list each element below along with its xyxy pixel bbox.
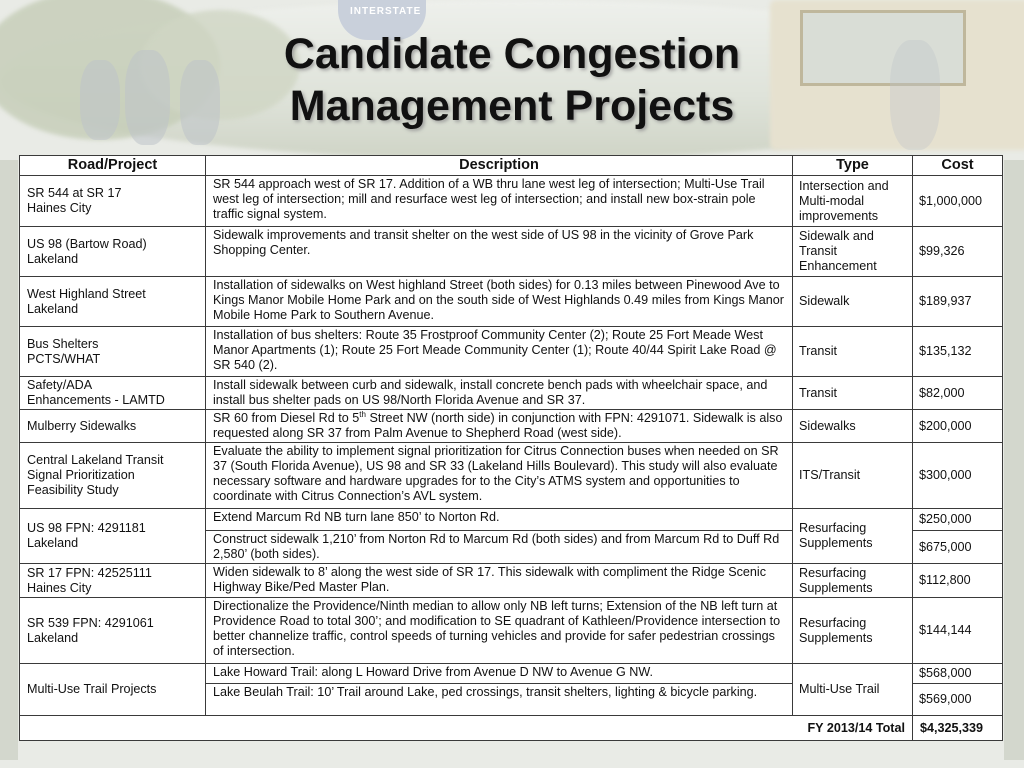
type-cell: Transit bbox=[793, 327, 913, 377]
type-cell: Sidewalk and Transit Enhancement bbox=[793, 227, 913, 277]
project-cell: US 98 (Bartow Road) Lakeland bbox=[20, 227, 206, 277]
type-cell: Intersection and Multi-modal improvements bbox=[793, 176, 913, 227]
type-cell: Resurfacing Supplements bbox=[793, 564, 913, 598]
description-cell: Installation of sidewalks on West highland Street (both sides) for 0.13 miles between Pinewood Ave to Kings Manor Mobile Home Park and on the south side of West Highlands 0.49 miles from Kings Manor Mobile Home Park to Southern Avenue. bbox=[206, 277, 793, 327]
projects-table bbox=[19, 155, 1003, 741]
project-cell: Multi-Use Trail Projects bbox=[20, 664, 206, 716]
type-cell: Sidewalks bbox=[793, 410, 913, 443]
cost-cell: $675,000 bbox=[913, 531, 1003, 564]
type-cell: ITS/Transit bbox=[793, 443, 913, 509]
table-row bbox=[20, 509, 1003, 531]
project-cell: Central Lakeland Transit Signal Prioritization Feasibility Study bbox=[20, 443, 206, 509]
table-row bbox=[20, 664, 1003, 684]
table-row bbox=[20, 327, 1003, 377]
cost-cell: $250,000 bbox=[913, 509, 1003, 531]
table-row bbox=[20, 564, 1003, 598]
header-type: Type bbox=[793, 156, 913, 176]
table-row bbox=[20, 277, 1003, 327]
description-cell: SR 544 approach west of SR 17. Addition of a WB thru lane west leg of intersection; Multi-Use Trail west leg of intersection; mill and resurface west leg of intersection; and install new box-strain pole traffic signal system. bbox=[206, 176, 793, 227]
cost-cell: $144,144 bbox=[913, 598, 1003, 664]
cost-cell: $200,000 bbox=[913, 410, 1003, 443]
type-cell: Transit bbox=[793, 377, 913, 410]
type-cell: Resurfacing Supplements bbox=[793, 509, 913, 564]
type-cell: Sidewalk bbox=[793, 277, 913, 327]
cost-cell: $568,000 bbox=[913, 664, 1003, 684]
table-row bbox=[20, 227, 1003, 277]
header-description: Description bbox=[206, 156, 793, 176]
cost-cell: $135,132 bbox=[913, 327, 1003, 377]
project-cell: Bus Shelters PCTS/WHAT bbox=[20, 327, 206, 377]
cost-cell: $99,326 bbox=[913, 227, 1003, 277]
total-row bbox=[20, 716, 1003, 741]
cost-cell: $569,000 bbox=[913, 684, 1003, 716]
project-cell: Safety/ADA Enhancements - LAMTD bbox=[20, 377, 206, 410]
description-cell: Widen sidewalk to 8’ along the west side of SR 17. This sidewalk with compliment the Ridge Scenic Highway Bike/Ped Master Plan. bbox=[206, 564, 793, 598]
cost-cell: $189,937 bbox=[913, 277, 1003, 327]
project-cell: SR 539 FPN: 4291061 Lakeland bbox=[20, 598, 206, 664]
description-cell: SR 60 from Diesel Rd to 5th Street NW (north side) in conjunction with FPN: 4291071. Sidewalk is also requested along SR 37 from Palm Avenue to Shepherd Road (west side). bbox=[206, 410, 793, 443]
cost-cell: $82,000 bbox=[913, 377, 1003, 410]
project-cell: West Highland Street Lakeland bbox=[20, 277, 206, 327]
description-cell: Lake Beulah Trail: 10’ Trail around Lake, ped crossings, transit shelters, lighting & bicycle parking. bbox=[206, 684, 793, 716]
project-cell: US 98 FPN: 4291181 Lakeland bbox=[20, 509, 206, 564]
slide-title bbox=[0, 28, 1024, 132]
table-row bbox=[20, 176, 1003, 227]
header-road-project: Road/Project bbox=[20, 156, 206, 176]
cost-cell: $112,800 bbox=[913, 564, 1003, 598]
description-cell: Install sidewalk between curb and sidewalk, install concrete bench pads with wheelchair space, and install bus shelter pads on US 98/North Florida Avenue and SR 37. bbox=[206, 377, 793, 410]
type-cell: Multi-Use Trail bbox=[793, 664, 913, 716]
cost-cell: $300,000 bbox=[913, 443, 1003, 509]
description-cell: Directionalize the Providence/Ninth median to allow only NB left turns; Extension of the NB left turn at Providence Road to total 300’; and modification to SE quadrant of Kathleen/Providence intersection to better channelize traffic, control speeds of turning vehicles and provide for safer pedestrian crossings of intersection. bbox=[206, 598, 793, 664]
table-row bbox=[20, 443, 1003, 509]
project-cell: SR 17 FPN: 42525111 Haines City bbox=[20, 564, 206, 598]
description-cell: Extend Marcum Rd NB turn lane 850’ to Norton Rd. bbox=[206, 509, 793, 531]
description-cell: Sidewalk improvements and transit shelter on the west side of US 98 in the vicinity of Grove Park Shopping Center. bbox=[206, 227, 793, 277]
project-cell: SR 544 at SR 17 Haines City bbox=[20, 176, 206, 227]
background-photo: INTERSTATE bbox=[0, 0, 1024, 768]
total-value: $4,325,339 bbox=[913, 716, 1003, 741]
title-line-2: Management Projects bbox=[289, 82, 735, 130]
total-label: FY 2013/14 Total bbox=[20, 716, 913, 741]
table-header-row bbox=[20, 156, 1003, 176]
project-cell: Mulberry Sidewalks bbox=[20, 410, 206, 443]
cost-cell: $1,000,000 bbox=[913, 176, 1003, 227]
type-cell: Resurfacing Supplements bbox=[793, 598, 913, 664]
table-row bbox=[20, 410, 1003, 443]
description-cell: Lake Howard Trail: along L Howard Drive from Avenue D NW to Avenue G NW. bbox=[206, 664, 793, 684]
table-row bbox=[20, 598, 1003, 664]
description-cell: Installation of bus shelters: Route 35 Frostproof Community Center (2); Route 25 Fort Meade West Manor Apartments (1); Route 25 Fort Meade Community Center (1); Route 40/44 Spirit Lake Road @ SR 540 (2). bbox=[206, 327, 793, 377]
table-row bbox=[20, 377, 1003, 410]
description-cell: Construct sidewalk 1,210’ from Norton Rd to Marcum Rd (both sides) and from Marcum Rd to Duff Rd 2,580’ (both sides). bbox=[206, 531, 793, 564]
description-cell: Evaluate the ability to implement signal prioritization for Citrus Connection buses when needed on SR 37 (South Florida Avenue), US 98 and SR 33 (Lakeland Hills Boulevard). This study will also evaluate necessary software and hardware upgrades for to the City’s ATMS system and opportunities to coordinate with Citrus Connection’s AVL system. bbox=[206, 443, 793, 509]
title-line-1: Candidate Congestion bbox=[283, 30, 741, 78]
header-cost: Cost bbox=[913, 156, 1003, 176]
